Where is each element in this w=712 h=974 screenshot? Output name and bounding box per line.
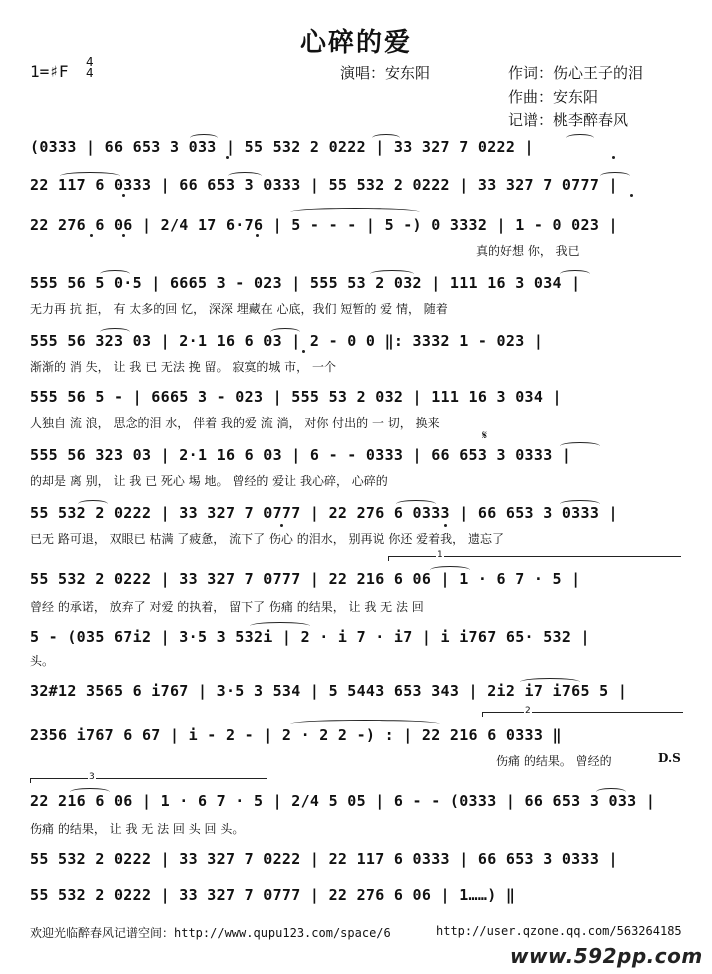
lyric-line-6: 人独自 流 浪， 思念的泪 水， 伴着 我的爱 流 淌， 对你 付出的 一 切， 换来: [30, 416, 440, 430]
octave-dot: [302, 350, 305, 353]
tie-slur: [250, 622, 310, 630]
octave-dot: [122, 194, 125, 197]
octave-dot: [444, 524, 447, 527]
tie-slur: [60, 172, 120, 180]
tie-slur: [600, 172, 630, 180]
footer-link-left[interactable]: 欢迎光临醉春风记谱空间：http://www.qupu123.com/space/6: [30, 926, 391, 940]
volta-number-3: 3: [89, 772, 95, 782]
lyric-line-10: 头。: [30, 654, 55, 668]
volta-bracket-3: [30, 778, 267, 783]
score-row-1: (0333 | 66 653 3 033 | 55 532 2 0222 | 33 327 7 0222 |: [30, 138, 534, 156]
score-row-14: 55 532 2 0222 | 33 327 7 0222 | 22 117 6 0333 | 66 653 3 0333 |: [30, 850, 618, 868]
octave-dot: [122, 234, 125, 237]
tie-slur: [100, 328, 130, 336]
lyric-line-5: 渐渐的 消 失， 让 我 已 无法 挽 留。 寂寞的城 市， 一个: [30, 360, 336, 374]
transcriber-credit: 记谱：桃李醉春风: [508, 111, 629, 129]
lyric-line-12: 伤痛 的结果。 曾经的: [496, 754, 612, 768]
score-row-7: 555 56 323 03 | 2·1 16 6 03 | 6 - - 0333 | 66 653 3 0333 |: [30, 446, 572, 464]
tie-slur: [430, 566, 470, 574]
lyric-line-7: 的却是 离 别， 让 我 已 死心 埸 地。 曾经的 爱让 我心碎， 心碎的: [30, 474, 388, 488]
time-signature: [86, 57, 94, 79]
tie-slur: [190, 134, 218, 142]
octave-dot: [280, 524, 283, 527]
octave-dot: [90, 234, 93, 237]
tie-slur: [560, 442, 600, 450]
score-row-15: 55 532 2 0222 | 33 327 7 0777 | 22 276 6 06 | 1……) ‖: [30, 886, 516, 904]
time-signature-bottom: 4: [86, 66, 94, 80]
volta-number-2: 2: [525, 706, 531, 716]
tie-slur: [560, 270, 590, 278]
score-row-11: 32#12 3565 6 i767 | 3·5 3 534 | 5 5443 653 343 | 2i2 i7 i765 5 |: [30, 682, 628, 700]
tie-slur: [372, 134, 400, 142]
score-row-5: 555 56 323 03 | 2·1 16 6 03 | 2 - 0 0 ‖: 3332 1 - 023 |: [30, 332, 544, 350]
score-row-2: 22 117 6 0333 | 66 653 3 0333 | 55 532 2 0222 | 33 327 7 0777 |: [30, 176, 618, 194]
tie-slur: [560, 500, 600, 508]
site-logo: www.592pp.com: [510, 944, 703, 968]
score-row-4: 555 56 5 0·5 | 6665 3 - 023 | 555 53 2 032 | 111 16 3 034 |: [30, 274, 581, 292]
score-row-13: 22 216 6 06 | 1 · 6 7 · 5 | 2/4 5 05 | 6 - - (0333 | 66 653 3 033 |: [30, 792, 656, 810]
tie-slur: [370, 270, 414, 278]
tie-slur: [270, 328, 300, 336]
score-row-8: 55 532 2 0222 | 33 327 7 0777 | 22 276 6 0333 | 66 653 3 0333 |: [30, 504, 618, 522]
tie-slur: [228, 172, 262, 180]
tie-slur: [290, 208, 420, 216]
volta-number-1: 1: [437, 550, 443, 560]
tie-slur: [70, 788, 110, 796]
key-signature: 1=♯F: [30, 62, 69, 81]
octave-dot: [612, 156, 615, 159]
lyricist-credit: 作词：伤心王子的泪: [508, 64, 644, 82]
octave-dot: [256, 234, 259, 237]
score-row-6: 555 56 5 - | 6665 3 - 023 | 555 53 2 032 | 111 16 3 034 |: [30, 388, 562, 406]
octave-dot: [226, 156, 229, 159]
lyric-line-4: 无力再 抗 拒， 有 太多的回 忆， 深深 埋藏在 心底，我们 短暂的 爱 情， 随着: [30, 302, 448, 316]
tie-slur: [396, 500, 436, 508]
tie-slur: [520, 678, 580, 686]
volta-bracket-2: [482, 712, 683, 717]
dal-segno-mark: D.S: [658, 751, 681, 765]
segno-icon: 𝄋: [482, 428, 488, 442]
tie-slur: [78, 500, 108, 508]
footer-link-right[interactable]: http://user.qzone.qq.com/563264185: [436, 924, 682, 938]
time-signature-top: 4: [86, 55, 94, 69]
volta-bracket-1: [388, 556, 681, 561]
page-title: 心碎的爱: [299, 28, 412, 58]
composer-credit: 作曲：安东阳: [508, 88, 599, 106]
score-row-3: 22 276 6 06 | 2/4 17 6·76 | 5 - - - | 5 -) 0 3332 | 1 - 0 023 |: [30, 216, 618, 234]
score-row-9: 55 532 2 0222 | 33 327 7 0777 | 22 216 6 06 | 1 · 6 7 · 5 |: [30, 570, 581, 588]
score-row-10: 5 - (035 67i2 | 3·5 3 532i | 2 · i 7 · i7 | i i767 65· 532 |: [30, 628, 590, 646]
tie-slur: [100, 270, 130, 278]
lyric-line-13: 伤痛 的结果， 让 我 无 法 回 头 回 头。: [30, 822, 245, 836]
lyric-line-9: 曾经 的承诺， 放弃了 对爱 的执着， 留下了 伤痛 的结果， 让 我 无 法 回: [30, 600, 424, 614]
tie-slur: [596, 788, 626, 796]
lyric-line-3: 真的好想 你， 我已: [476, 244, 580, 258]
singer-credit: 演唱：安东阳: [340, 64, 431, 82]
tie-slur: [290, 720, 440, 728]
tie-slur: [566, 134, 594, 142]
octave-dot: [630, 194, 633, 197]
score-row-12: 2356 i767 6 67 | i - 2 - | 2 · 2 2 -) : | 22 216 6 0333 ‖: [30, 726, 562, 744]
lyric-line-8: 已无 路可退， 双眼已 枯满 了疲惫， 流下了 伤心 的泪水， 别再说 你还 爱着我， 遗忘了: [30, 532, 504, 546]
